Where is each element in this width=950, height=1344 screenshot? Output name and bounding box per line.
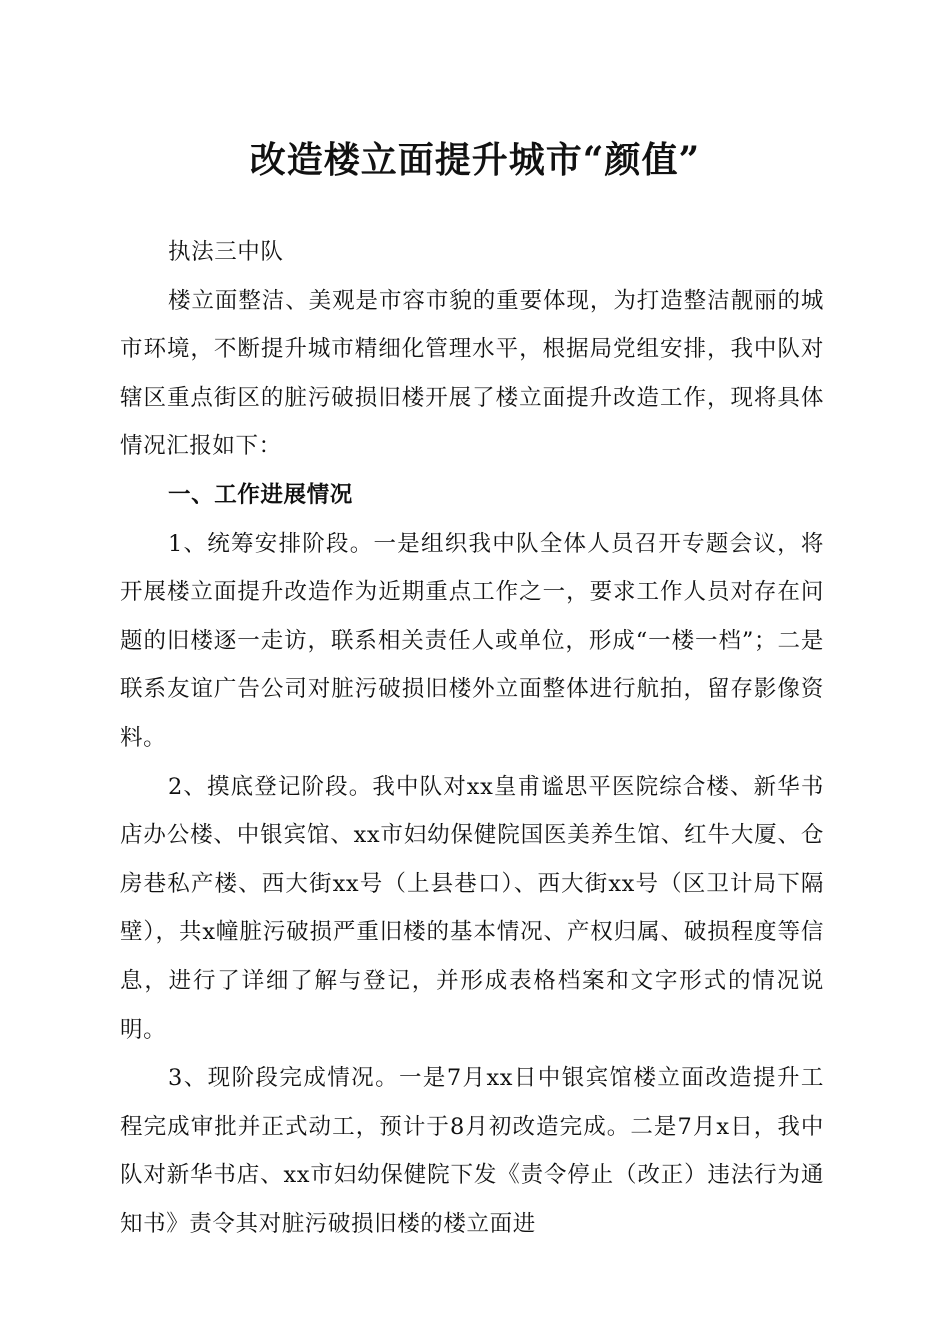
intro-paragraph: 楼立面整洁、美观是市容市貌的重要体现，为打造整洁靓丽的城市环境，不断提升城市精细化管理水平，根据局党组安排，我中队对辖区重点街区的脏污破损旧楼开展了楼立面提升改造工作，现将具体情况汇报如下： <box>120 287 824 460</box>
section-heading: 一、工作进展情况 <box>168 481 353 508</box>
document-body <box>120 228 824 1248</box>
document-title: 改造楼立面提升城市“颜值” <box>249 139 701 181</box>
item-2-paragraph: 2、摸底登记阶段。我中队对xx皇甫谧思平医院综合楼、新华书店办公楼、中银宾馆、xx市妇幼保健院国医美养生馆、红牛大厦、仓房巷私产楼、西大街xx号（上县巷口）、西大街xx号（区卫计局下隔壁），共x幢脏污破损严重旧楼的基本情况、产权归属、破损程度等信息，进行了详细了解与登记，并形成表格档案和文字形式的情况说明。 <box>120 773 824 1043</box>
author-line: 执法三中队 <box>168 239 284 265</box>
item-1-paragraph: 1、统筹安排阶段。一是组织我中队全体人员召开专题会议，将开展楼立面提升改造作为近期重点工作之一，要求工作人员对存在问题的旧楼逐一走访，联系相关责任人或单位，形成“一楼一档”；二是联系友谊广告公司对脏污破损旧楼外立面整体进行航拍，留存影像资料。 <box>120 530 824 751</box>
item-3-paragraph: 3、现阶段完成情况。一是7月xx日中银宾馆楼立面改造提升工程完成审批并正式动工，预计于8月初改造完成。二是7月x日，我中队对新华书店、xx市妇幼保健院下发《责令停止（改正）违法行为通知书》责令其对脏污破损旧楼的楼立面进 <box>120 1065 824 1237</box>
